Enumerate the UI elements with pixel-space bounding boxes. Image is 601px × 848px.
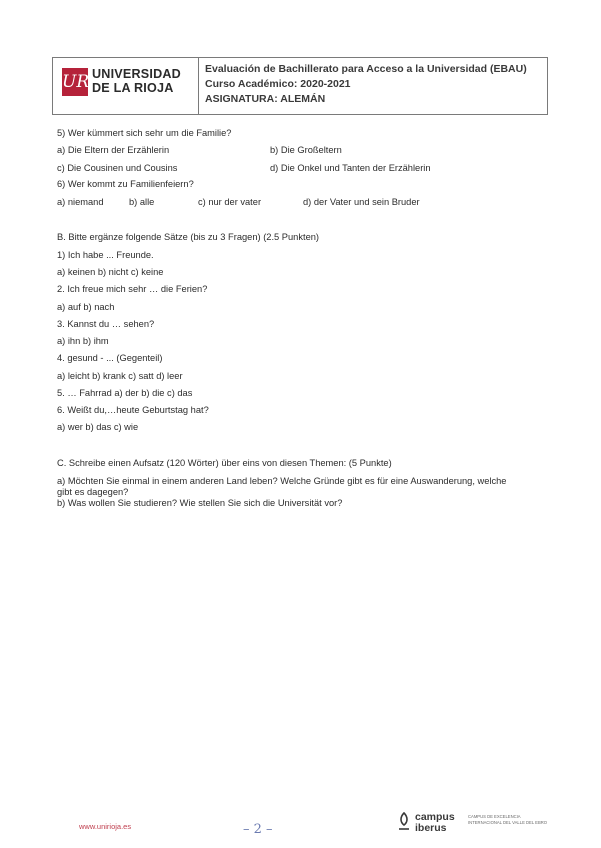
section-b-line: 4. gesund - ... (Gegenteil) <box>57 353 163 363</box>
campus-name <box>415 812 455 834</box>
q6-option-b: b) alle <box>129 197 155 207</box>
campus-subtitle: CAMPUS DE EXCELENCIA INTERNACIONAL DEL VALLE DEL EBRO <box>468 814 548 825</box>
campus-name-line2: iberus <box>415 822 447 834</box>
section-b-line: a) auf b) nach <box>57 302 115 312</box>
question-6-options <box>57 196 537 208</box>
section-c-topic-b: b) Was wollen Sie studieren? Wie stellen Sie sich die Universität vor? <box>57 498 343 508</box>
university-name <box>92 67 181 95</box>
section-b-line: 1) Ich habe ... Freunde. <box>57 250 154 260</box>
section-b-line: 2. Ich freue mich sehr … die Ferien? <box>57 284 208 294</box>
section-b-heading: B. Bitte ergänze folgende Sätze (bis zu 3 Fragen) (2.5 Punkten) <box>57 232 320 242</box>
question-5: 5) Wer kümmert sich sehr um die Familie? <box>57 128 232 138</box>
section-b-line: a) keinen b) nicht c) keine <box>57 267 164 277</box>
section-b-line: 3. Kannst du … sehen? <box>57 319 155 329</box>
exam-header <box>52 57 548 115</box>
section-c-heading: C. Schreibe einen Aufsatz (120 Wörter) über eins von diesen Themen: (5 Punkte) <box>57 458 392 468</box>
section-b-line: 6. Weißt du,…heute Geburtstag hat? <box>57 405 209 415</box>
university-name-line2: DE LA RIOJA <box>92 81 174 95</box>
page-number: – 2 – <box>243 822 273 837</box>
q5-option-d: d) Die Onkel und Tanten der Erzählerin <box>270 163 431 173</box>
campus-iberus-icon <box>398 812 410 834</box>
academic-year: Curso Académico: 2020-2021 <box>205 78 351 90</box>
section-c-topic-a-line1: a) Möchten Sie einmal in einem anderen Land leben? Welche Gründe gibt es für eine Auswanderung, welche <box>57 476 507 486</box>
q6-option-a: a) niemand <box>57 197 104 207</box>
subject-label: ASIGNATURA: ALEMÁN <box>205 93 326 105</box>
question-5-options-row1 <box>57 144 537 156</box>
question-6: 6) Wer kommt zu Familienfeiern? <box>57 179 194 189</box>
q6-option-d: d) der Vater und sein Bruder <box>303 197 420 207</box>
section-b-line: a) ihn b) ihm <box>57 336 109 346</box>
question-5-options-row2 <box>57 162 537 174</box>
university-name-line1: UNIVERSIDAD <box>92 67 181 81</box>
q6-option-c: c) nur der vater <box>198 197 262 207</box>
exam-info <box>205 62 527 107</box>
q5-option-a: a) Die Eltern der Erzählerin <box>57 145 170 155</box>
footer-url: www.unirioja.es <box>79 822 132 831</box>
header-divider <box>198 58 199 114</box>
exam-title: Evaluación de Bachillerato para Acceso a la Universidad (EBAU) <box>205 63 527 75</box>
section-b-line: a) wer b) das c) wie <box>57 422 139 432</box>
section-b-line: a) leicht b) krank c) satt d) leer <box>57 371 183 381</box>
section-c-topic-a-line2: gibt es dagegen? <box>57 487 129 497</box>
q5-option-c: c) Die Cousinen und Cousins <box>57 163 178 173</box>
section-b-line: 5. … Fahrrad a) der b) die c) das <box>57 388 193 398</box>
q5-option-b: b) Die Großeltern <box>270 145 342 155</box>
campus-name-line1: campus <box>415 811 455 823</box>
university-logo-icon: UR <box>62 68 88 96</box>
